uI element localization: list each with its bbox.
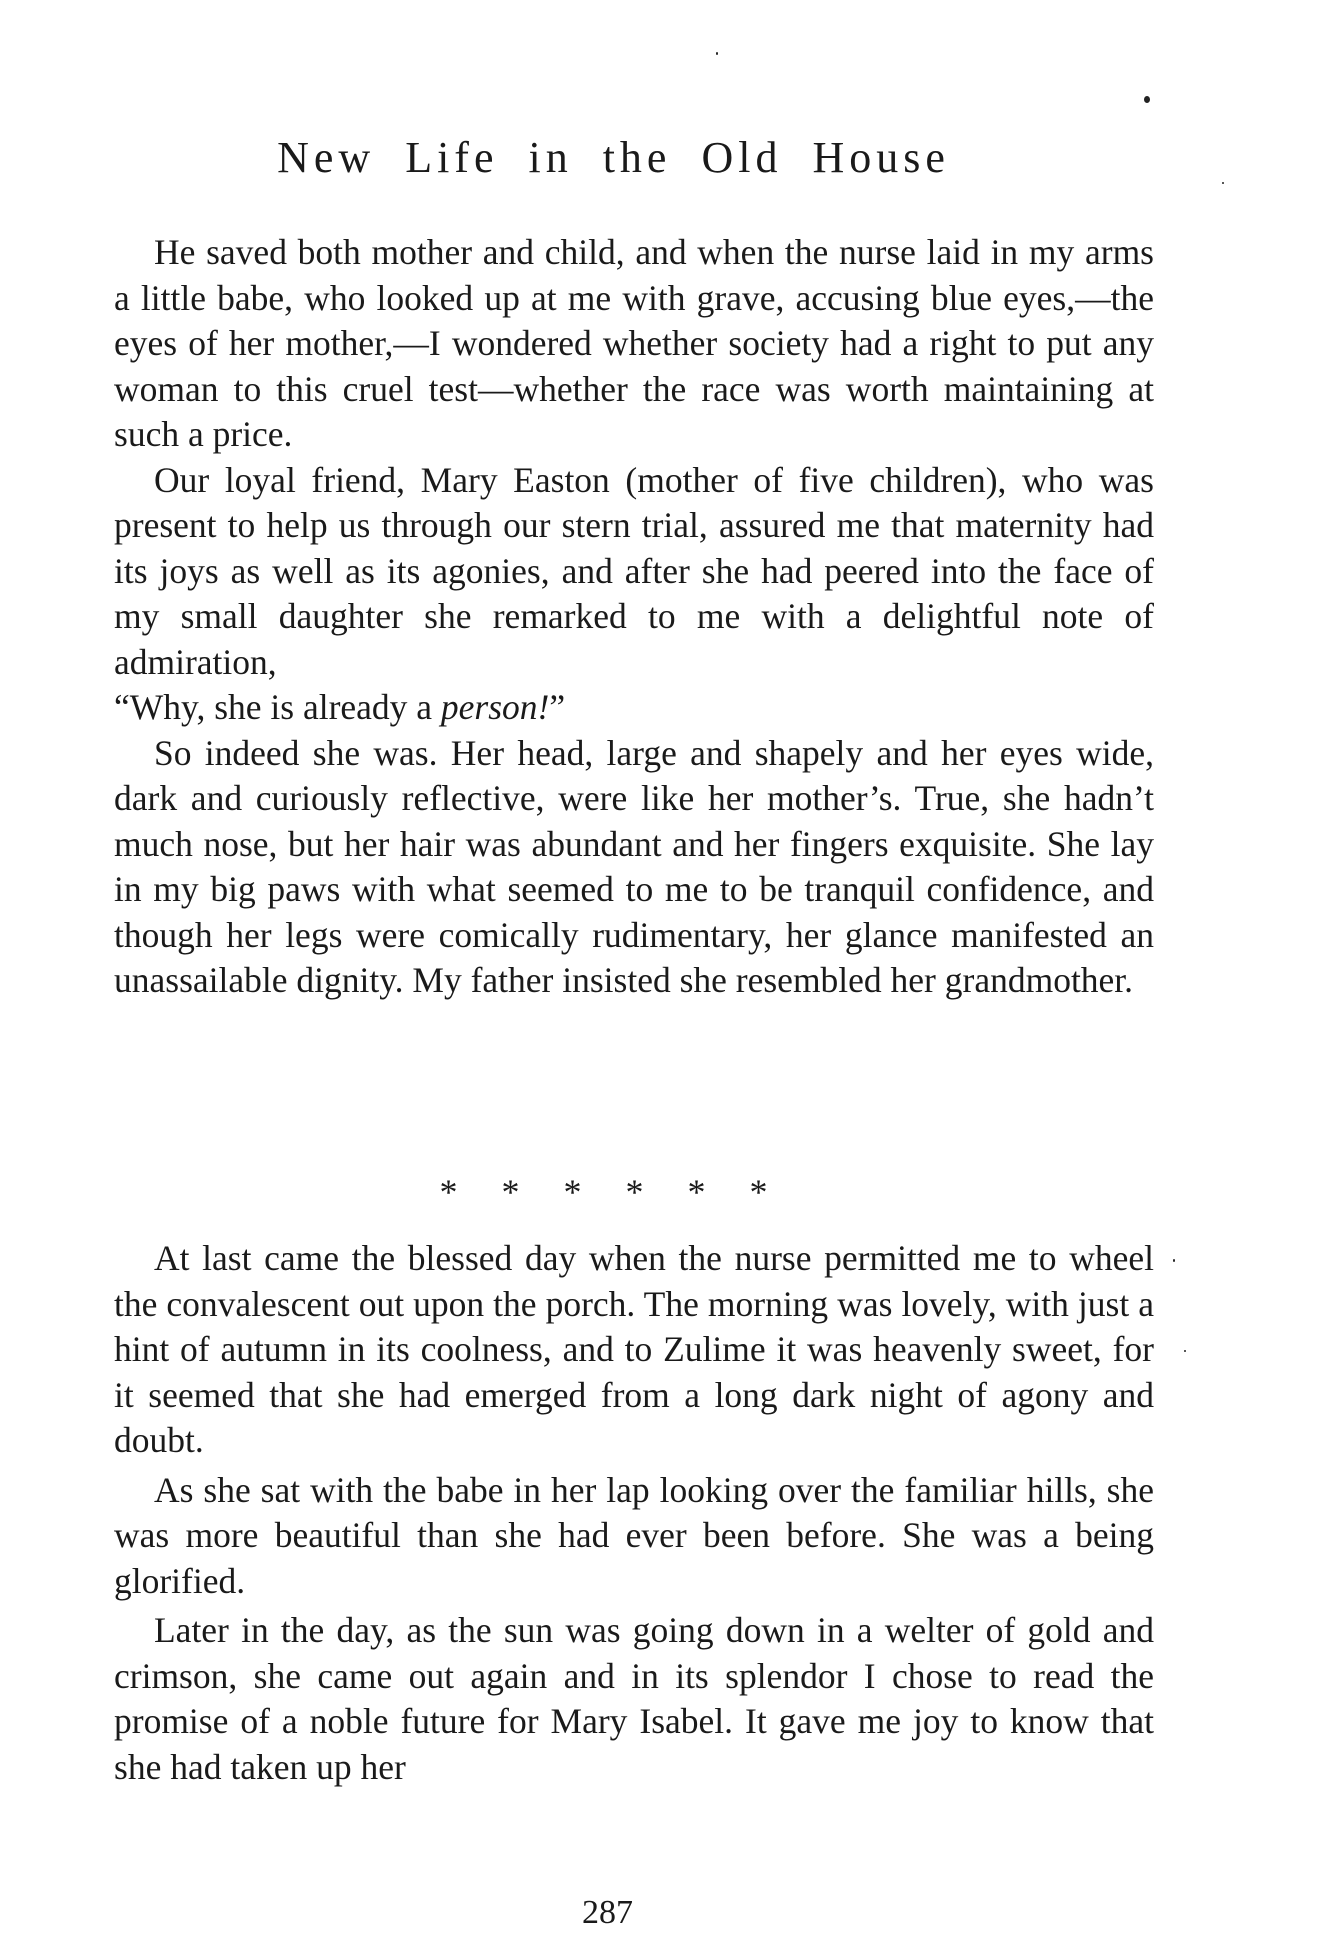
running-head: New Life in the Old House bbox=[277, 133, 950, 182]
ink-speck bbox=[1144, 96, 1150, 103]
body-text-lower bbox=[114, 1236, 1154, 1790]
quote-lead: “Why, she is already a bbox=[114, 687, 441, 727]
paragraph: He saved both mother and child, and when the nurse laid in my arms a little babe, who looked up at me with grave, accusing blue eyes,—the eyes of her mother,—I wondered whether society had a right to put any woman to this cruel test—whether the race was worth maintaining at such a price. bbox=[114, 232, 1154, 454]
paragraph bbox=[114, 458, 1154, 731]
paragraph: So indeed she was. Her head, large and shapely and her eyes wide, dark and curiously reflective, were like her mother’s. True, she hadn’t much nose, but her hair was abundant and her fingers exquisite. She lay in my big paws with what seemed to me to be tranquil confidence, and though her legs were comically rudimentary, her glance manifested an unassailable dignity. My father insisted she resembled her grandmother. bbox=[114, 732, 1154, 1000]
paragraph: Later in the day, as the sun was going down in a welter of gold and crimson, she came out again and in its splendor I chose to read the promise of a noble future for Mary Isabel. It gave me joy to know that she had taken up her bbox=[114, 1610, 1154, 1787]
asterisk: * bbox=[439, 1172, 458, 1212]
section-break bbox=[0, 1172, 1267, 1212]
asterisk: * bbox=[625, 1172, 644, 1212]
page-number: 287 bbox=[582, 1894, 633, 1931]
paragraph-text: Our loyal friend, Mary Easton (mother of five children), who was present to help us through our stern trial, assured me that maternity had its joys as well as its agonies, and after she had peered into the face of my small daughter she remarked to me with a delightful note of admiration, bbox=[114, 459, 1154, 682]
ink-speck bbox=[716, 52, 718, 55]
paragraph: As she sat with the babe in her lap looking over the familiar hills, she was more beautiful than she had ever been before. She was a being glorified. bbox=[114, 1469, 1154, 1601]
quote-italic: person! bbox=[440, 687, 550, 727]
asterisk: * bbox=[563, 1172, 582, 1212]
asterisk: * bbox=[749, 1172, 768, 1212]
asterisk: * bbox=[687, 1172, 706, 1212]
paragraph: At last came the blessed day when the nurse permitted me to wheel the convalescent out upon the porch. The morning was lovely, with just a hint of autumn in its coolness, and to Zulime it was heavenly sweet, for it seemed that she had emerged from a long dark night of agony and doubt. bbox=[114, 1238, 1154, 1460]
body-text-upper bbox=[114, 230, 1154, 1004]
ink-speck bbox=[1173, 1259, 1175, 1262]
asterisk: * bbox=[501, 1172, 520, 1212]
ink-speck bbox=[1222, 182, 1224, 184]
quote-close: ” bbox=[549, 687, 566, 727]
ink-speck bbox=[1184, 1350, 1186, 1352]
